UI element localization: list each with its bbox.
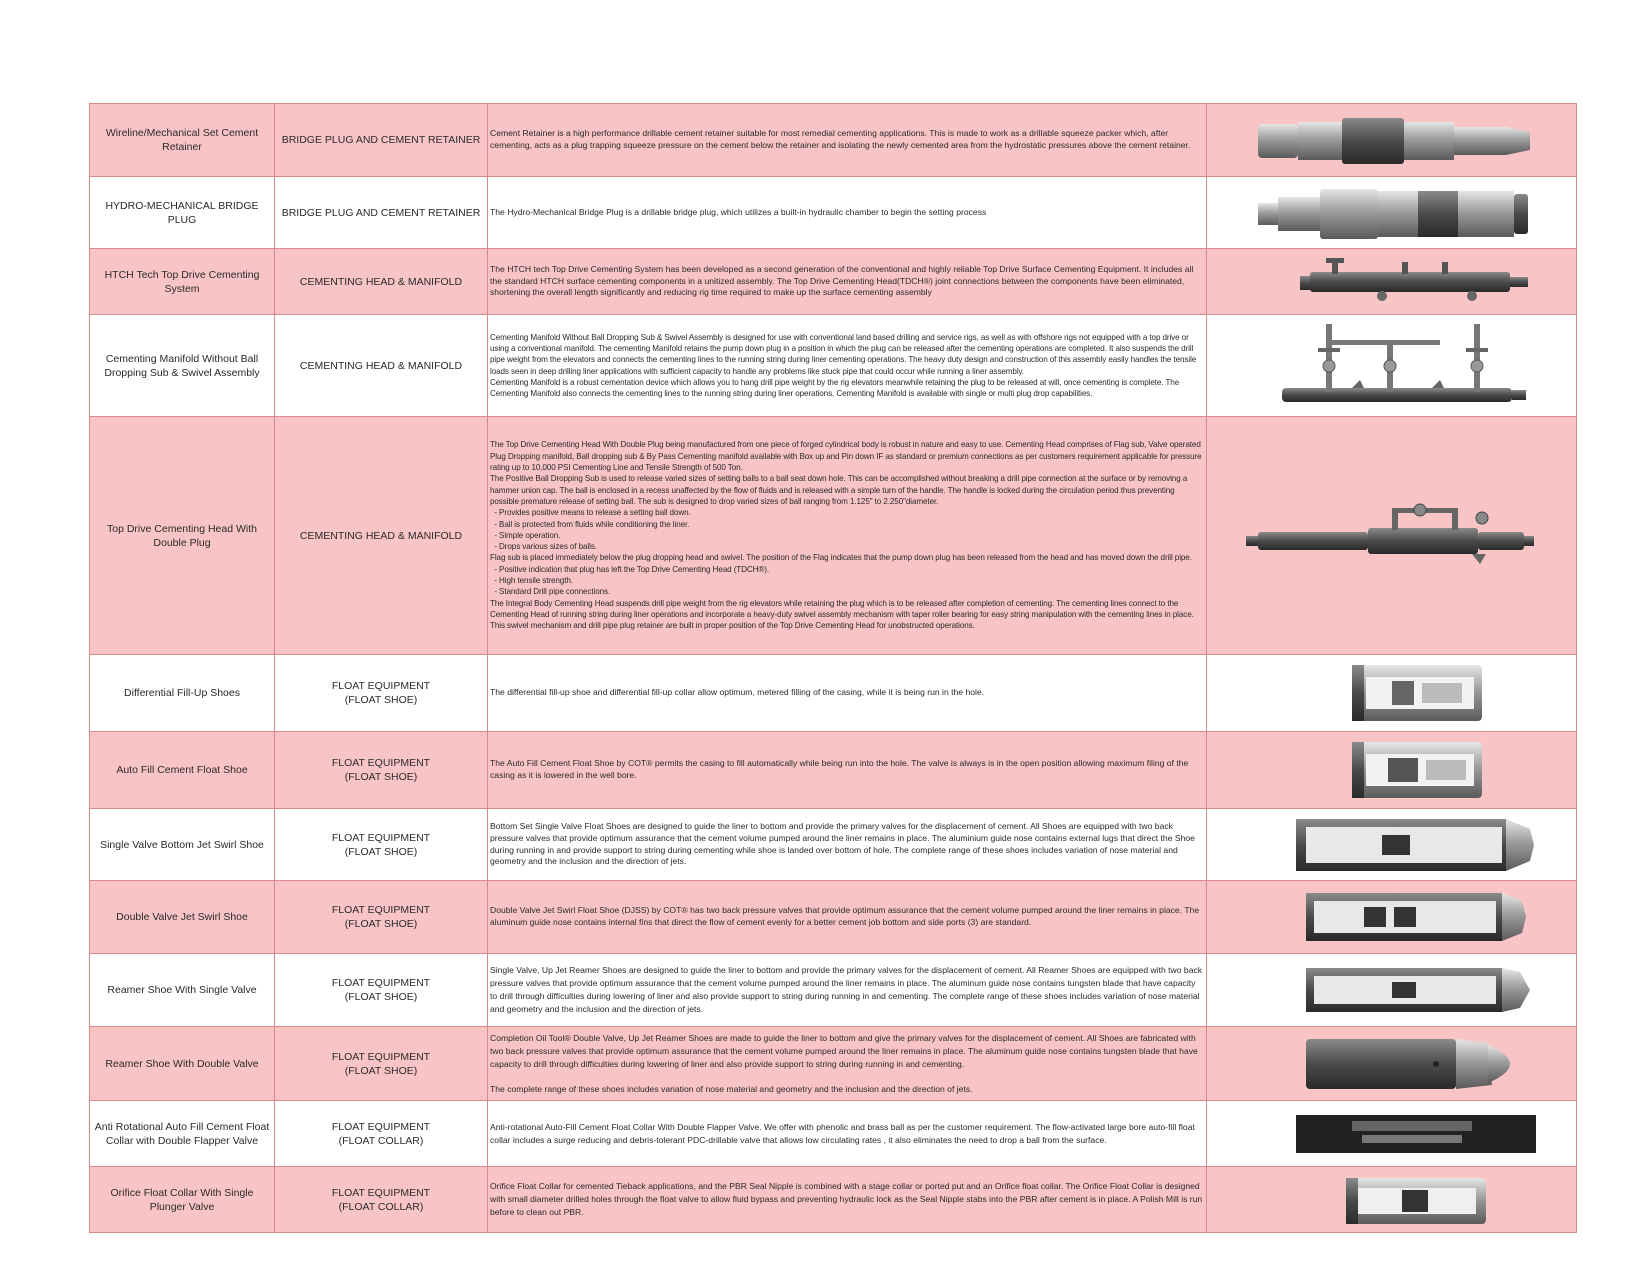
description-paragraph: The Top Drive Cementing Head With Double Plug being manufactured from one piece of forged cylindrical body is robust in nature and easy to use. Cementing Head comprises of Flag sub, Valve operated Plug Dropping manifold, Ball dropping sub & By Pass Cementing manifold available with Box up and Pin down IF as standard or premium connections as per customers requirement applicable for pressure rating up to 10,000 PSI Cementing Line and Tensile Strength of 500 Ton. <box>490 440 1204 473</box>
description-paragraph: Orifice Float Collar for cemented Tieback applications, and the PBR Seal Nipple is combined with a stage collar or ported put and an Orifice float collar. The Orifice Float Collar is designed with small diameter drilled holes through the float valve to allow fluid bypass and preventing hydraulic lock as the Seal Nipple stabs into the PBR after cement is in place. A Polish Mill is run before to clean out PBR. <box>490 1181 1203 1217</box>
top-drive-cementing-system-icon <box>1242 252 1542 312</box>
description-bullet: - Drops various sizes of balls. <box>490 542 597 552</box>
table-row <box>90 655 1577 732</box>
product-name: Reamer Shoe With Double Valve <box>90 1027 275 1101</box>
description-bullet: - Ball is protected from fluids while conditioning the liner. <box>490 519 690 529</box>
description-paragraph: Double Valve Jet Swirl Float Shoe (DJSS) by COT® has two back pressure valves that provide optimum assurance that the cement volume pumped around the liner remains in place. The aluminum guide nose contains internal fins that direct the flow of cement evenly for a better cement job bottom and side ports (3) are standard. <box>490 905 1200 927</box>
category-line: (FLOAT COLLAR) <box>338 1200 424 1213</box>
category-line: FLOAT EQUIPMENT <box>331 904 431 916</box>
product-category <box>275 954 488 1027</box>
product-name: Reamer Shoe With Single Valve <box>90 954 275 1027</box>
product-category <box>275 732 488 809</box>
product-description <box>488 417 1207 655</box>
category-line: FLOAT EQUIPMENT <box>331 1120 431 1133</box>
description-bullet: - High tensile strength. <box>490 576 573 586</box>
product-name: Cementing Manifold Without Ball Dropping Sub & Swivel Assembly <box>90 315 275 417</box>
category-line: BRIDGE PLUG AND CEMENT RETAINER <box>281 134 481 146</box>
product-category <box>275 881 488 954</box>
anti-rotational-float-collar-icon <box>1242 1105 1542 1163</box>
top-drive-cementing-head-icon <box>1242 496 1542 576</box>
product-category <box>275 1167 488 1233</box>
product-description <box>488 954 1207 1027</box>
description-spacer <box>490 1071 1204 1083</box>
bridge-plug-icon <box>1242 181 1542 245</box>
category-line: (FLOAT SHOE) <box>344 845 418 858</box>
description-paragraph: Cementing Manifold Without Ball Dropping Sub & Swivel Assembly is designed for use with conventional land based drilling and service rigs, as well as with offshore rigs not equipped with a top drive or using a conventional manifold. The cementing Manifold retains the pump down plug in a position in which the plug can be released after the cementing operations are completed. It also suspends the drill pipe weight from the elevators and connects the cementing lines to the running string during liner cementing operations. The heavy duty design and construction of this assembly easily handles the tensile loads seen in deep drilling liner applications with sufficient capacity to handle any problems like stuck pipe that could occur while running a liner assembly. <box>490 332 1197 376</box>
product-category <box>275 1027 488 1101</box>
product-image-cell <box>1207 732 1577 809</box>
description-paragraph: The differential fill-up shoe and differential fill-up collar allow optimum, metered filling of the casing, while it is being run in the hole. <box>490 687 985 698</box>
table-row <box>90 1027 1577 1101</box>
category-line: (FLOAT SHOE) <box>344 771 418 783</box>
cement-retainer-icon <box>1242 108 1542 172</box>
category-line: (FLOAT COLLAR) <box>338 1134 424 1147</box>
product-description <box>488 655 1207 732</box>
product-description <box>488 1101 1207 1167</box>
category-line: FLOAT EQUIPMENT <box>331 831 431 844</box>
product-category <box>275 104 488 177</box>
product-category <box>275 809 488 881</box>
product-name: Wireline/Mechanical Set Cement Retainer <box>90 104 275 177</box>
product-name: Top Drive Cementing Head With Double Plug <box>90 417 275 655</box>
table-row <box>90 732 1577 809</box>
product-image-cell <box>1207 655 1577 732</box>
table-row <box>90 1167 1577 1233</box>
category-line: (FLOAT SHOE) <box>344 918 418 930</box>
description-paragraph: The complete range of these shoes includes variation of nose material and geometry and the inclusion and the direction of jets. <box>490 1083 973 1094</box>
description-paragraph: The Hydro-Mechanical Bridge Plug is a drillable bridge plug, which utilizes a built-in hydraulic chamber to begin the setting process <box>490 206 987 217</box>
category-line: BRIDGE PLUG AND CEMENT RETAINER <box>281 206 481 219</box>
table-row <box>90 177 1577 249</box>
cementing-manifold-icon <box>1242 318 1542 414</box>
auto-fill-float-shoe-icon <box>1242 736 1542 804</box>
description-paragraph: Cement Retainer is a high performance drillable cement retainer suitable for most remedial cementing applications. This is made to work as a drillable squeeze packer which, after cementing, acts as a plug trapping squeeze pressure on the cement below the retainer and isolating the newly cemented area from the hydrostatic pressures above the cement retainer. <box>490 128 1191 150</box>
product-name: Single Valve Bottom Jet Swirl Shoe <box>90 809 275 881</box>
product-image-cell <box>1207 417 1577 655</box>
product-image-cell <box>1207 881 1577 954</box>
category-line: (FLOAT SHOE) <box>344 1064 418 1077</box>
product-description <box>488 315 1207 417</box>
product-name: Orifice Float Collar With Single Plunger Valve <box>90 1167 275 1233</box>
reamer-shoe-single-valve-icon <box>1242 958 1542 1022</box>
table-row <box>90 315 1577 417</box>
product-name: Double Valve Jet Swirl Shoe <box>90 881 275 954</box>
table-row <box>90 104 1577 177</box>
product-image-cell <box>1207 954 1577 1027</box>
product-image-cell <box>1207 177 1577 249</box>
product-image-cell <box>1207 249 1577 315</box>
description-paragraph: Cementing Manifold is a robust cementation device which allows you to hang drill pipe weight by the rig elevators meanwhile retaining the plug to be released at will, once cementing is complete. The Cementing Manifold also connects the cementing lines to the running string during liner operations. Cementing Manifold is available with single or multi plug drop capabilities. <box>490 377 1180 399</box>
single-valve-jet-swirl-shoe-icon <box>1242 813 1542 877</box>
table-row <box>90 417 1577 655</box>
orifice-float-collar-icon <box>1242 1170 1542 1230</box>
product-description <box>488 881 1207 954</box>
product-table <box>89 103 1577 1233</box>
category-line: FLOAT EQUIPMENT <box>331 1050 431 1063</box>
table-row <box>90 809 1577 881</box>
category-line: FLOAT EQUIPMENT <box>331 1186 431 1199</box>
product-category <box>275 177 488 249</box>
category-line: FLOAT EQUIPMENT <box>331 680 431 692</box>
product-category <box>275 315 488 417</box>
product-image-cell <box>1207 1027 1577 1101</box>
category-line: FLOAT EQUIPMENT <box>331 977 431 989</box>
product-description <box>488 249 1207 315</box>
description-paragraph: The Auto Fill Cement Float Shoe by COT® permits the casing to fill automatically while being run into the hole. The valve is always is in the open position allowing maximum filing of the casing as it is lowered in the well bore. <box>490 758 1189 780</box>
product-name: HTCH Tech Top Drive Cementing System <box>90 249 275 315</box>
description-paragraph: Single Valve, Up Jet Reamer Shoes are designed to guide the liner to bottom and provide the primary valves for the displacement of cement. All Reamer Shoes are equipped with two back pressure valves that provide optimum assurance that the cement volume pumped around the liner remains in place. The aluminum guide nose contains tungsten blade that have capacity to drill through difficulties during lowering of liner and also provide support to string during running in and cementing. The complete range of these shoes includes variation of nose material and geometry and the inclusion and the direction of jets. <box>490 965 1203 1014</box>
product-image-cell <box>1207 1167 1577 1233</box>
table-row <box>90 954 1577 1027</box>
description-paragraph: The HTCH tech Top Drive Cementing System has been developed as a second generation of the conventional and highly reliable Top Drive Surface Cementing Equipment. It includes all the standard HTCH surface cementing components in a unitized assembly. The Top Drive Cementing Head(TDCH®) joint connections between the components have been eliminated, shortening the overall length significantly and reducing rig time required to make up the surface cementing assembly <box>490 263 1194 298</box>
description-bullet: - Simple operation. <box>490 530 561 540</box>
description-paragraph: The Integral Body Cementing Head suspends drill pipe weight from the rig elevators while retaining the plug which is to be released after completion of cementing. The cementing lines connect to the Cementing Head of running string during liner operations and incorporate a heavy-duty swivel assembly mechanism with taper roller bearing for easy string manipulation with the cementing lines in place. This swivel mechanism and drill pipe plug retainer are built in proper position of the Top Drive Cementing Head for unobstructed operations. <box>490 598 1196 631</box>
product-name: HYDRO-MECHANICAL BRIDGE PLUG <box>90 177 275 249</box>
category-line: CEMENTING HEAD & MANIFOLD <box>299 359 463 372</box>
differential-fill-up-shoe-icon <box>1242 659 1542 727</box>
product-description <box>488 1167 1207 1233</box>
description-bullet: - Standard Drill pipe connections. <box>490 587 611 597</box>
category-line: (FLOAT SHOE) <box>344 991 418 1003</box>
product-description <box>488 104 1207 177</box>
description-bullet: - Positive indication that plug has left the Top Drive Cementing Head (TDCH®). <box>490 564 769 574</box>
description-paragraph: Bottom Set Single Valve Float Shoes are designed to guide the liner to bottom and provide the primary valves for the displacement of cement. All Shoes are equipped with two back pressure valves that provide optimum assurance that the cement volume pumped around the liner remains in place. The aluminium guide nose contains external lugs that direct the Shoe during running in and provide support to string during cementing while shoe is landed over bottom of hole. The complete range of these shoes includes variation of nose material and geometry and the inclusion and the direction of jets. <box>490 821 1195 867</box>
description-paragraph: The Positive Ball Dropping Sub is used to release varied sizes of setting balls to a ball seat down hole. This can be accomplished without breaking a drill pipe connection at the surface or by removing a hammer union cap. The ball is enclosed in a recess unaffected by the flow of fluids and is released with a simple turn of the handle. The handle is locked during the circulation period thus preventing possible premature release of setting ball. The sub is designed to drop varied sizes of ball ranging from 1.125" to 2.250"diameter. <box>490 474 1190 506</box>
product-description <box>488 809 1207 881</box>
table-row <box>90 1101 1577 1167</box>
product-image-cell <box>1207 1101 1577 1167</box>
table-row <box>90 249 1577 315</box>
description-paragraph: Completion Oil Tool® Double Valve, Up Jet Reamer Shoes are made to guide the liner to bottom and give the primary valves for the displacement of cement. All Shoes are fabricated with two back pressure valves that provide optimum assurance that the cement volume pumped around the liner remains in place. The aluminum guide nose contains tungsten blade that have capacity to drill through difficulties during lowering of liner and also provide support to string during running in and cementing. <box>490 1032 1201 1069</box>
product-name: Differential Fill-Up Shoes <box>90 655 275 732</box>
product-category <box>275 249 488 315</box>
product-category <box>275 655 488 732</box>
description-paragraph: Anti-rotational Auto-Fill Cement Float Collar With Double Flapper Valve. We offer with phenolic and brass ball as per the customer requirement. The flow-activated large bore auto-fill float collar includes a surge reducing and debris-tolerant PDC-drillable valve that allows low circulating rates , it also eliminates the need to drop a ball from the surface. <box>490 1121 1195 1145</box>
product-image-cell <box>1207 104 1577 177</box>
product-description <box>488 732 1207 809</box>
category-line: CEMENTING HEAD & MANIFOLD <box>299 275 463 288</box>
table-row <box>90 881 1577 954</box>
product-image-cell <box>1207 809 1577 881</box>
category-line: (FLOAT SHOE) <box>344 694 418 706</box>
reamer-shoe-double-valve-icon <box>1242 1031 1542 1097</box>
product-name: Anti Rotational Auto Fill Cement Float Collar with Double Flapper Valve <box>90 1101 275 1167</box>
product-category <box>275 417 488 655</box>
description-paragraph: Flag sub is placed immediately below the plug dropping head and swivel. The position of the Flag indicates that the pump down plug has been released from the head and has moved down the drill pipe. <box>490 553 1192 563</box>
product-category <box>275 1101 488 1167</box>
double-valve-jet-swirl-shoe-icon <box>1242 885 1542 949</box>
description-bullet: - Provides positive means to release a setting ball down. <box>490 508 691 518</box>
category-line: CEMENTING HEAD & MANIFOLD <box>299 529 463 542</box>
product-name: Auto Fill Cement Float Shoe <box>90 732 275 809</box>
product-description <box>488 177 1207 249</box>
product-description <box>488 1027 1207 1101</box>
product-image-cell <box>1207 315 1577 417</box>
category-line: FLOAT EQUIPMENT <box>331 757 431 769</box>
